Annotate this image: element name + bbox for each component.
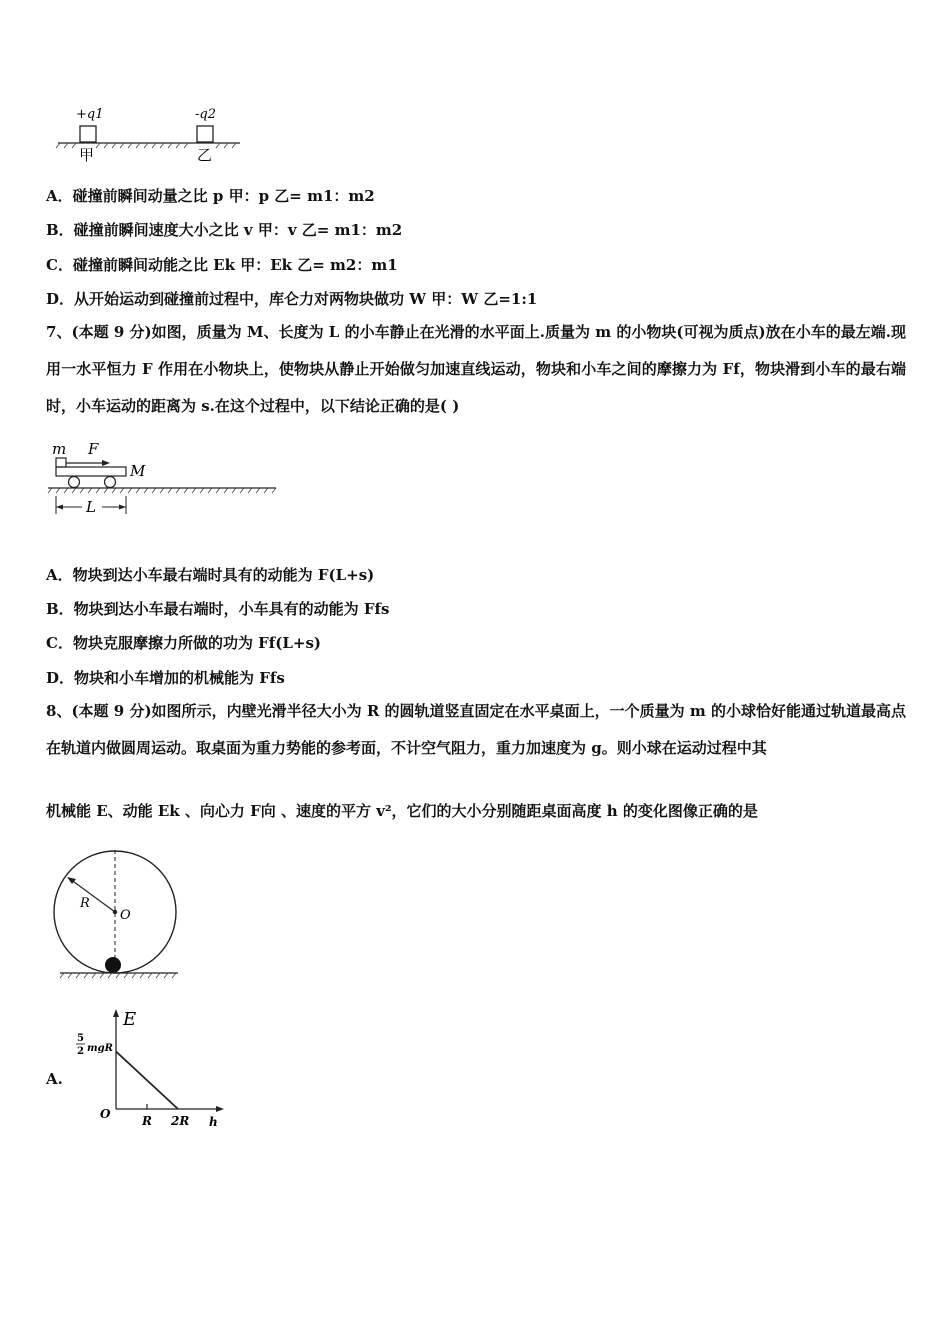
- O-label: O: [120, 908, 131, 923]
- chart-a: [72, 1005, 242, 1139]
- chart-a-ytick-num: 5: [77, 1033, 84, 1044]
- q8-stem-cont: 机械能 E、动能 Ek 、向心力 F向 、速度的平方 v²，它们的大小分别随距桌面高度 h 的变化图像正确的是: [46, 802, 758, 820]
- circle-track-figure: [50, 846, 190, 985]
- block-yi: [197, 126, 213, 142]
- q6-option-c: C．碰撞前瞬间动能之比 Ek 甲：Ek 乙= m2：m1: [46, 256, 398, 274]
- M-label: M: [130, 462, 146, 480]
- chart-a-svg: [72, 1005, 242, 1135]
- q8-option-a-label: A.: [46, 1070, 63, 1088]
- cart-svg: [44, 436, 284, 520]
- q7-option-a: A．物块到达小车最右端时具有的动能为 F(L+s): [46, 566, 375, 584]
- chart-a-ylabel: E: [123, 1009, 137, 1030]
- wheel-right: [105, 477, 116, 488]
- q7-option-c: C．物块克服摩擦力所做的功为 Ff(L+s): [46, 634, 322, 652]
- force-arrowhead: [102, 460, 110, 466]
- floor-hatch: [48, 488, 276, 493]
- m-label: m: [52, 440, 67, 458]
- q6-option-b: B．碰撞前瞬间速度大小之比 v 甲：v 乙= m1：m2: [46, 221, 403, 239]
- L-arrowhead-right: [119, 505, 126, 510]
- q8-stem: 8、(本题 9 分)如图所示，内壁光滑半径大小为 R 的圆轨道竖直固定在水平桌面上，一个质量为 m 的小球恰好能通过轨道最高点在轨道内做圆周运动。取桌面为重力势能的参考面，不计空气阻力，重力加速度为 g。则小球在运动过程中其: [46, 702, 906, 757]
- wheel-left: [69, 477, 80, 488]
- chart-a-xlabel: h: [209, 1115, 218, 1129]
- q6-option-d: D．从开始运动到碰撞前过程中，库仑力对两物块做功 W 甲：W 乙=1:1: [46, 290, 538, 308]
- q7-stem: 7、(本题 9 分)如图，质量为 M、长度为 L 的小车静止在光滑的水平面上.质量为 m 的小物块(可视为质点)放在小车的最左端.现用一水平恒力 F 作用在小物块上，使物块从静止开始做匀加速直线运动，物块和小车之间的摩擦力为 Ff，物块滑到小车的最右端时，小车运动的距离为 s.在这个过程中，以下结论正确的是( ): [46, 323, 906, 415]
- yi-label: 乙: [197, 146, 213, 164]
- chart-a-tick-label-R: R: [142, 1114, 152, 1128]
- q2-label: -q2: [195, 107, 216, 122]
- q7-option-b: B．物块到达小车最右端时，小车具有的动能为 Ffs: [46, 600, 390, 618]
- L-arrowhead-left: [56, 505, 63, 510]
- chart-a-x-arrowhead: [216, 1106, 224, 1112]
- L-label: L: [86, 498, 96, 516]
- R-label: R: [80, 896, 90, 911]
- chart-a-origin: O: [100, 1107, 111, 1121]
- q6-option-a: A．碰撞前瞬间动量之比 p 甲：p 乙= m1：m2: [46, 187, 375, 205]
- radius-line: [70, 879, 115, 912]
- chart-a-tick-label-2R: 2R: [171, 1114, 190, 1128]
- charges-figure: [50, 104, 250, 170]
- charges-svg: [50, 104, 250, 166]
- small-block: [56, 458, 66, 467]
- cart-body: [56, 467, 126, 476]
- q1-label: +q1: [76, 107, 104, 122]
- chart-a-ytick-den: 2: [77, 1046, 84, 1057]
- cart-figure: [44, 436, 284, 524]
- chart-a-ytick-unit: mgR: [87, 1043, 113, 1054]
- F-label: F: [88, 440, 99, 458]
- chart-a-y-arrowhead: [113, 1009, 119, 1017]
- block-jia: [80, 126, 96, 142]
- jia-label: 甲: [79, 146, 95, 164]
- chart-a-series-line: [116, 1052, 178, 1110]
- q7-option-d: D．物块和小车增加的机械能为 Ffs: [46, 669, 285, 687]
- ball: [105, 957, 121, 973]
- circle-track-svg: [50, 846, 190, 981]
- center-point: [113, 910, 117, 914]
- table-hatch: [60, 973, 176, 978]
